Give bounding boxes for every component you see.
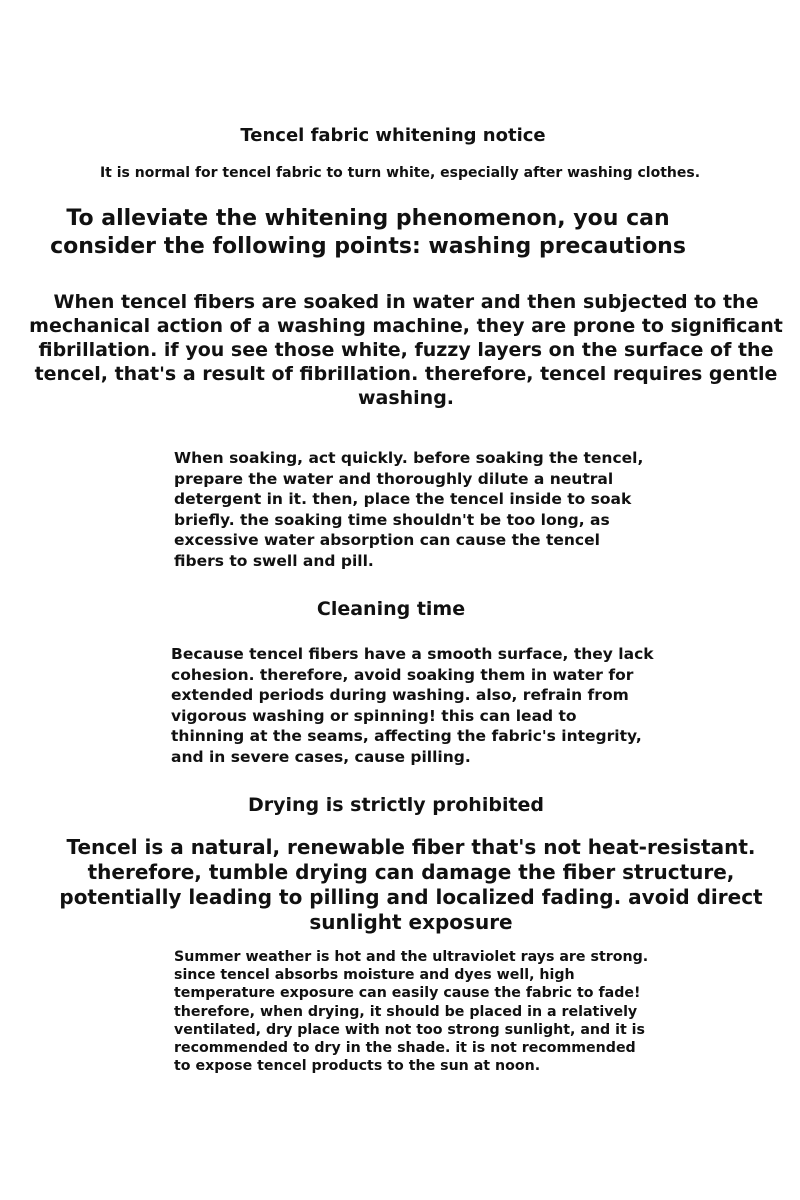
page-title: Tencel fabric whitening notice [240, 125, 546, 146]
cleaning-paragraph: Because tencel fibers have a smooth surface, they lack cohesion. therefore, avoid soaking them in water for extended periods during washing. also, refrain from vigorous washing or spinning! this can lead to thinning at the seams, affecting the fabric's integrity, and in severe cases, cause pilling. [171, 645, 654, 766]
intro-text: It is normal for tencel fabric to turn white, especially after washing clothes. [99, 165, 701, 181]
fibrillation-paragraph: When tencel fibers are soaked in water and then subjected to the mechanical action of a washing machine, they are prone to significant fibrillation. if you see those white, fuzzy layers on the surface of the tencel, that's a result of fibrillation. therefore, tencel requires gentle washing. [29, 291, 783, 409]
washing-precautions-heading: To alleviate the whitening phenomenon, you can consider the following points: washing precautions [50, 206, 686, 259]
soaking-paragraph: When soaking, act quickly. before soaking the tencel, prepare the water and thoroughly dilute a neutral detergent in it. then, place the tencel inside to soak briefly. the soaking time shouldn't be too long, as excessive water absorption can cause the tencel fibers to swell and pill. [174, 449, 644, 570]
drying-heading: Drying is strictly prohibited [247, 794, 545, 816]
cleaning-time-heading: Cleaning time [316, 598, 466, 620]
summer-drying-paragraph: Summer weather is hot and the ultraviolet rays are strong. since tencel absorbs moisture and dyes well, high temperature exposure can easily cause the fabric to fade! therefore, when drying, it should be placed in a relatively ventilated, dry place with not too strong sunlight, and it is recommended to dry in the shade. it is not recommended to expose tencel products to the sun at noon. [174, 949, 649, 1075]
heat-resistance-paragraph: Tencel is a natural, renewable fiber that's not heat-resistant. therefore, tumble drying can damage the fiber structure, potentially leading to pilling and localized fading. avoid direct sunlight exposure [59, 835, 763, 934]
